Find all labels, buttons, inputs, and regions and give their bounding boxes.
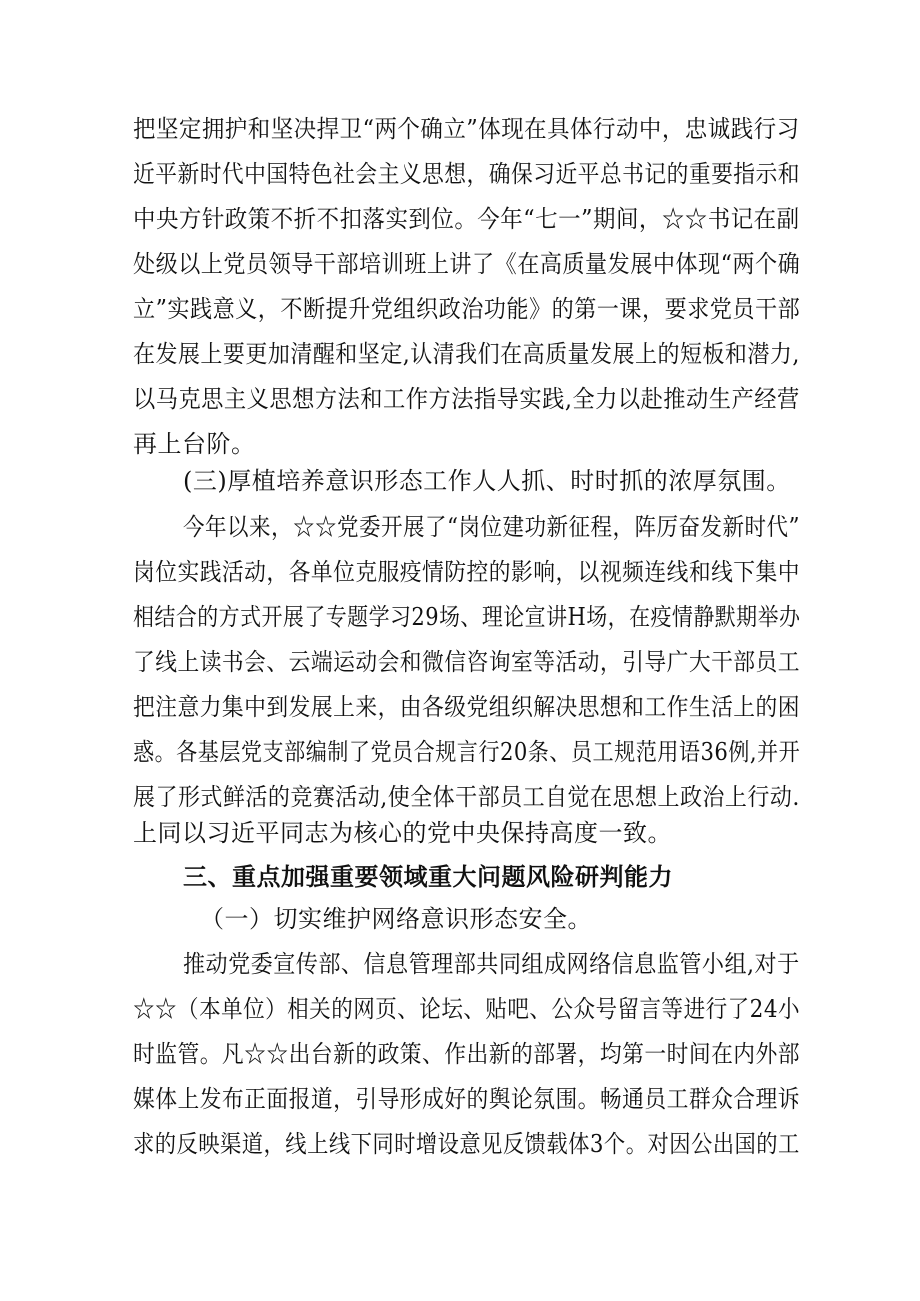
paragraph-line: 在发展上要更加清醒和坚定,认清我们在高质量发展上的短板和潜力, (133, 340, 800, 368)
paragraph-line: 处级以上党员领导干部培训班上讲了《在高质量发展中体现“两个确 (133, 250, 801, 278)
paragraph-line: 把注意力集中到发展上来，由各级党组织解决思想和工作生活上的困 (133, 693, 801, 721)
paragraph-line: 岗位实践活动，各单位克服疫情防控的影响，以视频连线和线下集中 (133, 558, 801, 586)
paragraph-line: 以马克思主义思想方法和工作方法指导实践,全力以赴推动生产经营 (133, 385, 800, 413)
paragraph-line: 再上台阶。 (133, 430, 256, 458)
paragraph-line: 了线上读书会、云端运动会和微信咨询室等活动，引导广大干部员工 (133, 648, 801, 676)
section-heading: 三、重点加强重要领域重大问题风险研判能力 (183, 863, 673, 891)
paragraph-line: 相结合的方式开展了专题学习29场、理论宣讲H场，在疫情静默期举办 (133, 603, 801, 631)
paragraph-line: 媒体上发布正面报道，引导形成好的舆论氛围。畅通员工群众合理诉 (133, 1085, 801, 1113)
subheading: (三)厚植培养意识形态工作人人抓、时时抓的浓厚氛围。 (183, 467, 791, 495)
paragraph-line: 推动党委宣传部、信息管理部共同组成网络信息监管小组,对于 (183, 950, 800, 978)
paragraph-line: 惑。各基层党支部编制了党员合规言行20条、员工规范用语36例,并开 (133, 738, 801, 766)
paragraph-line: 时监管。凡☆☆出台新的政策、作出新的部署，均第一时间在内外部 (133, 1040, 801, 1068)
paragraph-line: 上同以习近平同志为核心的党中央保持高度一致。 (133, 819, 672, 847)
paragraph-line: 求的反映渠道，线上线下同时增设意见反馈载体3个。对因公出国的工 (133, 1130, 800, 1158)
paragraph-line: ☆☆（本单位）相关的网页、论坛、贴吧、公众号留言等进行了24小 (133, 995, 801, 1023)
paragraph-line: 把坚定拥护和坚决捍卫“两个确立”体现在具体行动中，忠诚践行习 (133, 115, 800, 143)
paragraph-line: 近平新时代中国特色社会主义思想，确保习近平总书记的重要指示和 (133, 160, 801, 188)
paragraph-line: 今年以来，☆☆党委开展了“岗位建功新征程，阵厉奋发新时代” (183, 513, 801, 541)
paragraph-line: 立”实践意义，不断提升党组织政治功能》的第一课，要求党员干部 (133, 295, 801, 323)
paragraph-line: 中央方针政策不折不扣落实到位。今年“七一”期间，☆☆书记在副 (133, 205, 800, 233)
subheading: （一）切实维护网络意识形态安全。 (200, 905, 592, 933)
paragraph-line: 展了形式鲜活的竞赛活动,使全体干部员工自觉在思想上政治上行动. (133, 783, 800, 811)
